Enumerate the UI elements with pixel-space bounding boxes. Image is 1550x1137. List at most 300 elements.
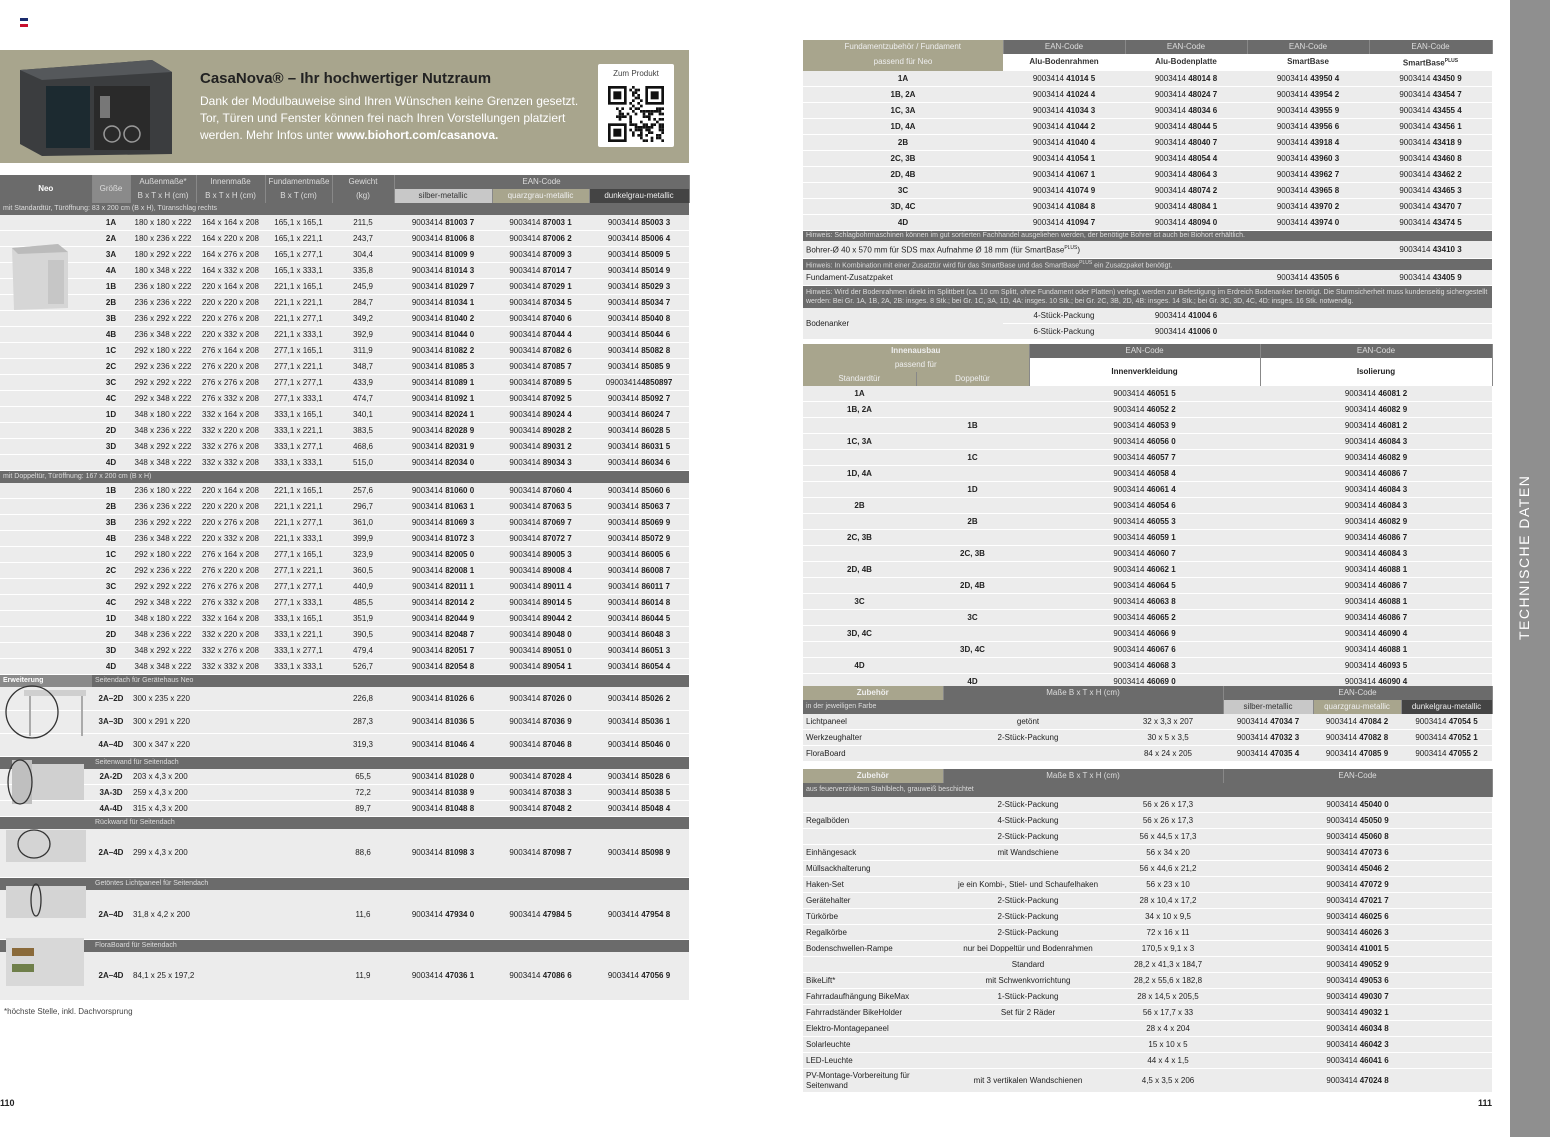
- table-row: [803, 1053, 1492, 1069]
- ean-prefix: 9003414: [607, 614, 642, 623]
- ean-code: 85003 3: [641, 218, 671, 227]
- cell: 276 x 332 x 208: [196, 595, 265, 611]
- ean-prefix: 9003414: [509, 346, 543, 355]
- ean-cell: [589, 643, 689, 659]
- ean-code: 46025 6: [1359, 912, 1389, 921]
- ean-prefix: 9003414: [509, 410, 543, 419]
- ean-cell: [394, 407, 492, 423]
- ean-code: 82028 9: [445, 426, 475, 435]
- table-row: [803, 893, 1492, 909]
- cell: [943, 861, 1113, 877]
- ean-cell: [1223, 941, 1492, 957]
- table-row: [0, 231, 689, 247]
- ean-cell: [1125, 71, 1247, 87]
- ean-cell: [1029, 594, 1260, 610]
- ean-prefix: 9003414: [1415, 749, 1449, 758]
- ean-code: 81089 1: [445, 378, 475, 387]
- ean-prefix: 9003414: [509, 803, 543, 813]
- table-row: [803, 418, 1492, 434]
- cell: Solarleuchte: [803, 1037, 943, 1053]
- sub-header: in der jeweiligen Farbe: [803, 700, 1223, 714]
- ean-code: 43454 7: [1432, 89, 1462, 99]
- ean-prefix: 9003414: [1399, 73, 1433, 83]
- ean-code: 86051 3: [641, 646, 671, 655]
- ean-cell: [589, 800, 689, 816]
- ean-prefix: 9003414: [1154, 105, 1189, 115]
- ean-code: 43974 0: [1310, 217, 1340, 227]
- ean-code: 89011 4: [542, 582, 572, 591]
- ean-cell: [1260, 402, 1492, 418]
- ean-prefix: 9003414: [1113, 469, 1147, 478]
- ean-cell: [492, 439, 589, 455]
- ean-cell: [589, 391, 689, 407]
- cell: [916, 402, 1029, 418]
- ean-cell: [589, 627, 689, 643]
- cell: [803, 418, 916, 434]
- thumb-cell: [0, 343, 92, 359]
- ean-prefix: 9003414: [509, 394, 543, 403]
- cell: 2B: [803, 498, 916, 514]
- ean-prefix: 9003414: [1326, 848, 1360, 857]
- cell: 165,1 x 221,1: [265, 231, 332, 247]
- ean-prefix: 9003414: [1399, 244, 1433, 254]
- cell: 3D, 4C: [803, 198, 1003, 214]
- ean-prefix: 9003414: [1326, 800, 1360, 809]
- ean-cell: [1260, 642, 1492, 658]
- ean-cell: [492, 710, 589, 733]
- ean-prefix: 9003414: [411, 787, 446, 797]
- ean-prefix: 9003414: [411, 717, 446, 726]
- ean-cell: [492, 579, 589, 595]
- ean-cell: [1223, 797, 1492, 813]
- ean-code: 87040 6: [542, 314, 572, 323]
- ean-prefix: 9003414: [1399, 105, 1433, 115]
- neo-label: Neo: [0, 175, 92, 203]
- cell: 276 x 164 x 208: [196, 547, 265, 563]
- ean-prefix: 9003414: [1276, 217, 1311, 227]
- cell: Bodenschwellen-Rampe: [803, 941, 943, 957]
- ean-prefix: 9003414: [1399, 185, 1433, 195]
- cell: Haken-Set: [803, 877, 943, 893]
- cell: 277,1 x 277,1: [265, 375, 332, 391]
- cell: 4C: [92, 391, 130, 407]
- ean-cell: [492, 890, 589, 939]
- ean-prefix: 9003414: [607, 346, 642, 355]
- ean-code: 47085 9: [1359, 749, 1389, 758]
- ean-cell: [492, 769, 589, 785]
- ean-prefix: 9003414: [411, 502, 446, 511]
- ean-code: 89034 3: [542, 458, 572, 467]
- ean-code: 43954 2: [1310, 89, 1340, 99]
- table-row: [0, 439, 689, 455]
- col-header: Innenverkleidung: [1029, 358, 1260, 386]
- ean-prefix: 9003414: [509, 362, 543, 371]
- cell: 3C: [916, 610, 1029, 626]
- cell: Regalkörbe: [803, 925, 943, 941]
- ean-prefix: 9003414: [509, 693, 543, 703]
- cell: 220 x 220 x 208: [196, 499, 265, 515]
- col-header: Fundamentmaße: [265, 175, 332, 189]
- ean-code: 45060 8: [1359, 832, 1389, 841]
- ean-code: 43956 6: [1310, 121, 1340, 131]
- ean-code: 48084 1: [1188, 201, 1218, 211]
- ean-cell: [1260, 594, 1492, 610]
- cell: 349,2: [332, 311, 394, 327]
- product-link[interactable]: www.biohort.com/casanova.: [336, 128, 499, 142]
- ean-cell: [1247, 86, 1369, 102]
- ean-code: 87028 4: [542, 771, 572, 781]
- cell: 2-Stück-Packung: [943, 829, 1113, 845]
- ean-code: 87044 4: [542, 330, 572, 339]
- cell: 2D, 4B: [916, 578, 1029, 594]
- cell: 3C: [803, 182, 1003, 198]
- table-row: [0, 311, 689, 327]
- ean-cell: [1260, 434, 1492, 450]
- ean-cell: [492, 733, 589, 756]
- cell: 3D, 4C: [803, 626, 916, 642]
- cell: [803, 797, 943, 813]
- ean-prefix: 9003414: [607, 426, 642, 435]
- ean-prefix: 9003414: [1326, 896, 1360, 905]
- ean-code: 87063 5: [542, 502, 572, 511]
- ean-prefix: 9003414: [1154, 121, 1189, 131]
- cell: 335,8: [332, 263, 394, 279]
- table-title: Zubehör: [803, 686, 943, 700]
- ean-prefix: 9003414: [607, 740, 642, 749]
- cell: 361,0: [332, 515, 394, 531]
- ean-cell: [1029, 546, 1260, 562]
- ean-cell: [1313, 714, 1401, 730]
- table-row: [803, 386, 1492, 402]
- ean-code: 86031 5: [641, 442, 671, 451]
- ean-code: 41006 0: [1188, 326, 1218, 336]
- note: Hinweis: Schlagbohrmaschinen können im gut sortierten Fachhandel ausgeliehen werden, der benötigte Bohrer ist auch bei Biohort erhältlich.: [803, 230, 1492, 241]
- ean-code: 47055 2: [1448, 749, 1478, 758]
- table-row: [803, 514, 1492, 530]
- cell: 180 x 180 x 222: [130, 215, 196, 231]
- ean-cell: [492, 627, 589, 643]
- table-row: [803, 973, 1492, 989]
- ean-code: 85085 9: [641, 362, 671, 371]
- ean-prefix: 9003414: [411, 598, 446, 607]
- ean-code: 47072 9: [1359, 880, 1389, 889]
- cell: 433,9: [332, 375, 394, 391]
- table-row: [803, 989, 1492, 1005]
- ean-cell: [1223, 957, 1492, 973]
- ean-code: 49053 6: [1359, 976, 1389, 985]
- ean-code: 46063 8: [1146, 597, 1176, 606]
- ean-prefix: 9003414: [1344, 405, 1379, 414]
- cell: 1C: [916, 450, 1029, 466]
- ean-cell: [1369, 166, 1492, 182]
- ean-code: 89044 2: [542, 614, 572, 623]
- table-row: [803, 746, 1492, 762]
- ean-cell: [1125, 166, 1247, 182]
- ean-prefix: 9003414: [1399, 89, 1433, 99]
- cell: 468,6: [332, 439, 394, 455]
- size-header: Größe: [92, 175, 130, 203]
- ean-prefix: 9003414: [1326, 976, 1360, 985]
- ean-code: 81044 0: [445, 330, 475, 339]
- cell: 3A–3D: [92, 710, 130, 733]
- ean-code: 48014 8: [1188, 73, 1218, 83]
- ean-prefix: 9003414: [509, 502, 543, 511]
- section-tab: TECHNISCHE DATEN: [1516, 474, 1532, 640]
- qr-code-box[interactable]: [598, 64, 674, 147]
- ean-code: 82024 1: [445, 410, 475, 419]
- ean-code: 81048 8: [445, 803, 475, 813]
- ean-cell: [1223, 893, 1492, 909]
- ean-code: 43950 4: [1310, 73, 1340, 83]
- ean-code: 46057 7: [1146, 453, 1176, 462]
- ean-cell: [394, 343, 492, 359]
- ean-prefix: 9003414: [1344, 565, 1379, 574]
- cell: 4A–4D: [92, 733, 130, 756]
- cell: mit Wandschiene: [943, 845, 1113, 861]
- ean-cell: [1223, 973, 1492, 989]
- item-variant: 6-Stück-Packung: [1003, 323, 1125, 339]
- ean-prefix: 9003414: [411, 266, 446, 275]
- ean-prefix: 9003414: [1113, 405, 1147, 414]
- cell: 1C: [92, 547, 130, 563]
- thumb-cell: [0, 499, 92, 515]
- ean-code: 43455 4: [1432, 105, 1462, 115]
- extension-label: Erweiterung: [0, 675, 92, 688]
- ean-code: 81072 3: [445, 534, 475, 543]
- cell: 220 x 220 x 208: [196, 295, 265, 311]
- ean-code: 89031 2: [542, 442, 572, 451]
- table-row: [0, 327, 689, 343]
- cell: nur bei Doppeltür und Bodenrahmen: [943, 941, 1113, 957]
- thumb-cell: [0, 359, 92, 375]
- table-row: [0, 890, 689, 939]
- table-row: [0, 563, 689, 579]
- col-header: Alu-Bodenrahmen: [1003, 54, 1125, 71]
- ean-prefix: 9003414: [1276, 169, 1311, 179]
- cell: 348,7: [332, 359, 394, 375]
- ean-cell: [492, 455, 589, 471]
- ean-code: 47036 1: [445, 971, 475, 981]
- ean-prefix: 9003414: [509, 771, 543, 781]
- ean-cell: [1029, 418, 1260, 434]
- ean-prefix: 9003414: [509, 518, 543, 527]
- cell: [803, 957, 943, 973]
- cell: 2A-2D: [92, 769, 130, 785]
- cell: 1D: [92, 407, 130, 423]
- ean-cell: [1247, 198, 1369, 214]
- ean-prefix: 9003414: [1113, 613, 1147, 622]
- ean-prefix: 9003414: [1326, 1008, 1360, 1017]
- thumb-cell: [0, 391, 92, 407]
- ean-prefix: 9003414: [607, 234, 642, 243]
- cell: [916, 498, 1029, 514]
- table-row: [803, 1021, 1492, 1037]
- ean-cell: [492, 611, 589, 627]
- ean-cell: [589, 343, 689, 359]
- unit-header: B x T x H (cm): [196, 189, 265, 203]
- ean-cell: [492, 407, 589, 423]
- ean-prefix: 9003414: [607, 848, 642, 858]
- ean-cell: [589, 611, 689, 627]
- ean-code: 47021 7: [1359, 896, 1389, 905]
- ean-code: 85036 1: [641, 717, 671, 726]
- ean-cell: [1401, 746, 1492, 762]
- ean-code: 89005 3: [542, 550, 572, 559]
- table-row: [0, 515, 689, 531]
- ean-code: 87038 3: [542, 787, 572, 797]
- table-row: [0, 295, 689, 311]
- ean-code: 43465 3: [1432, 185, 1462, 195]
- ean-code: 43418 9: [1432, 137, 1462, 147]
- thumb-cell: [0, 483, 92, 499]
- ean-cell: [492, 687, 589, 710]
- ean-cell: [394, 733, 492, 756]
- table-row: [803, 150, 1492, 166]
- ean-code: 85046 0: [641, 740, 671, 749]
- cell: [803, 450, 916, 466]
- sub-header: Doppeltür: [916, 372, 1029, 386]
- cell: 236 x 292 x 222: [130, 311, 196, 327]
- ean-cell: [492, 659, 589, 675]
- ean-cell: [589, 455, 689, 471]
- cell: 4C: [92, 595, 130, 611]
- ean-cell: [1260, 418, 1492, 434]
- ean-code: 41054 1: [1066, 153, 1096, 163]
- side-wall-thumbnail: [2, 758, 88, 808]
- ean-prefix: 9003414: [1236, 733, 1271, 742]
- table-row: [0, 595, 689, 611]
- cell: 56 x 26 x 17,3: [1113, 797, 1223, 813]
- cell: LED-Leuchte: [803, 1053, 943, 1069]
- cell: 84,1 x 25 x 197,2: [130, 952, 332, 1001]
- cell: 221,1 x 277,1: [265, 515, 332, 531]
- ean-prefix: 9003414: [607, 787, 642, 797]
- ean-code: 47054 5: [1448, 717, 1478, 726]
- ean-code: 85034 7: [641, 298, 671, 307]
- ean-cell: [1260, 530, 1492, 546]
- ean-cell: [1223, 813, 1492, 829]
- ean-cell: [394, 579, 492, 595]
- ean-cell: [1260, 482, 1492, 498]
- ean-code: 41044 2: [1066, 121, 1096, 131]
- ean-code: 43460 8: [1432, 153, 1462, 163]
- ean-code: 81038 9: [445, 787, 475, 797]
- cell: 333,1 x 221,1: [265, 627, 332, 643]
- ean-code: 86044 5: [641, 614, 671, 623]
- ean-cell: [589, 952, 689, 1001]
- ean-cell: [394, 439, 492, 455]
- ean-prefix: 9003414: [607, 630, 642, 639]
- col-header: SmartBase: [1402, 58, 1445, 68]
- ean-code: 89048 0: [542, 630, 572, 639]
- cell: Fahrradaufhängung BikeMax: [803, 989, 943, 1005]
- table-row: [0, 531, 689, 547]
- cell: Müllsackhalterung: [803, 861, 943, 877]
- cell: 2-Stück-Packung: [943, 893, 1113, 909]
- ean-code: 46082 9: [1378, 517, 1408, 526]
- ean-cell: [1369, 150, 1492, 166]
- ean-code: 85098 9: [641, 848, 671, 858]
- cell: 236 x 348 x 222: [130, 531, 196, 547]
- cell: 2B: [92, 499, 130, 515]
- ean-prefix: 9003414: [1326, 1056, 1360, 1065]
- ean-cell: [394, 311, 492, 327]
- ean-cell: [589, 311, 689, 327]
- ean-cell: [492, 263, 589, 279]
- ean-cell: [1125, 182, 1247, 198]
- cell: 2-Stück-Packung: [943, 909, 1113, 925]
- ean-code: 87089 5: [542, 378, 572, 387]
- ean-cell: [394, 531, 492, 547]
- footnote: *höchste Stelle, inkl. Dachvorsprung: [4, 1007, 133, 1016]
- ean-code: 85006 4: [641, 234, 671, 243]
- table-row: [803, 829, 1492, 845]
- cell: 32 x 3,3 x 207: [1113, 714, 1223, 730]
- ean-code: 81009 9: [445, 250, 475, 259]
- ean-cell: [492, 279, 589, 295]
- cell: 1D, 4A: [803, 118, 1003, 134]
- thumb-cell: [0, 327, 92, 343]
- ean-code: 46088 1: [1378, 645, 1408, 654]
- cell: 299 x 4,3 x 200: [130, 829, 332, 878]
- ean-prefix: 9003414: [411, 803, 446, 813]
- cell: 56 x 23 x 10: [1113, 877, 1223, 893]
- ean-cell: [589, 483, 689, 499]
- ean-prefix: 9003414: [1344, 485, 1379, 494]
- ean-prefix: 9003414: [1326, 1076, 1360, 1085]
- cell: 277,1 x 221,1: [265, 359, 332, 375]
- cell: 56 x 34 x 20: [1113, 845, 1223, 861]
- interior-table: [803, 344, 1493, 690]
- ean-code: 81063 1: [445, 502, 475, 511]
- ean-code: 43410 3: [1432, 244, 1462, 254]
- ean-prefix: 9003414: [411, 362, 446, 371]
- cell: 1-Stück-Packung: [943, 989, 1113, 1005]
- cell: 3A-3D: [92, 784, 130, 800]
- ean-cell: [394, 627, 492, 643]
- ean-code: 85082 8: [641, 346, 671, 355]
- ean-code: 87003 1: [542, 218, 572, 227]
- ean-code: 48074 2: [1188, 185, 1218, 195]
- section-label: Seitendach für Gerätehaus Neo: [92, 675, 689, 688]
- cell: 11,6: [332, 890, 394, 939]
- cell: Set für 2 Räder: [943, 1005, 1113, 1021]
- ean-code: 87014 7: [542, 266, 572, 275]
- ean-code: 87098 7: [542, 848, 572, 858]
- ean-prefix: 9003414: [1326, 928, 1360, 937]
- ean-prefix: 9003414: [1154, 89, 1189, 99]
- col-header: Maße B x T x H (cm): [943, 769, 1223, 783]
- ean-code: 46055 3: [1146, 517, 1176, 526]
- cell: 2A–4D: [92, 952, 130, 1001]
- col-header: EAN-Code: [1247, 40, 1369, 54]
- ean-code: 85026 2: [641, 693, 671, 703]
- cell: 3D: [92, 439, 130, 455]
- ean-prefix: 9003414: [411, 566, 446, 575]
- ean-cell: [1029, 514, 1260, 530]
- cell: 164 x 164 x 208: [196, 215, 265, 231]
- ean-code: 48064 3: [1188, 169, 1218, 179]
- cell: 292 x 236 x 222: [130, 359, 196, 375]
- cell: 1C, 3A: [803, 434, 916, 450]
- ean-cell: [1247, 118, 1369, 134]
- ean-prefix: 9003414: [607, 518, 642, 527]
- ean-code: 85028 6: [641, 771, 671, 781]
- col-header: Maße B x T x H (cm): [943, 686, 1223, 700]
- cell: 2D, 4B: [803, 562, 916, 578]
- ean-code: 41040 4: [1066, 137, 1096, 147]
- ean-cell: [394, 952, 492, 1001]
